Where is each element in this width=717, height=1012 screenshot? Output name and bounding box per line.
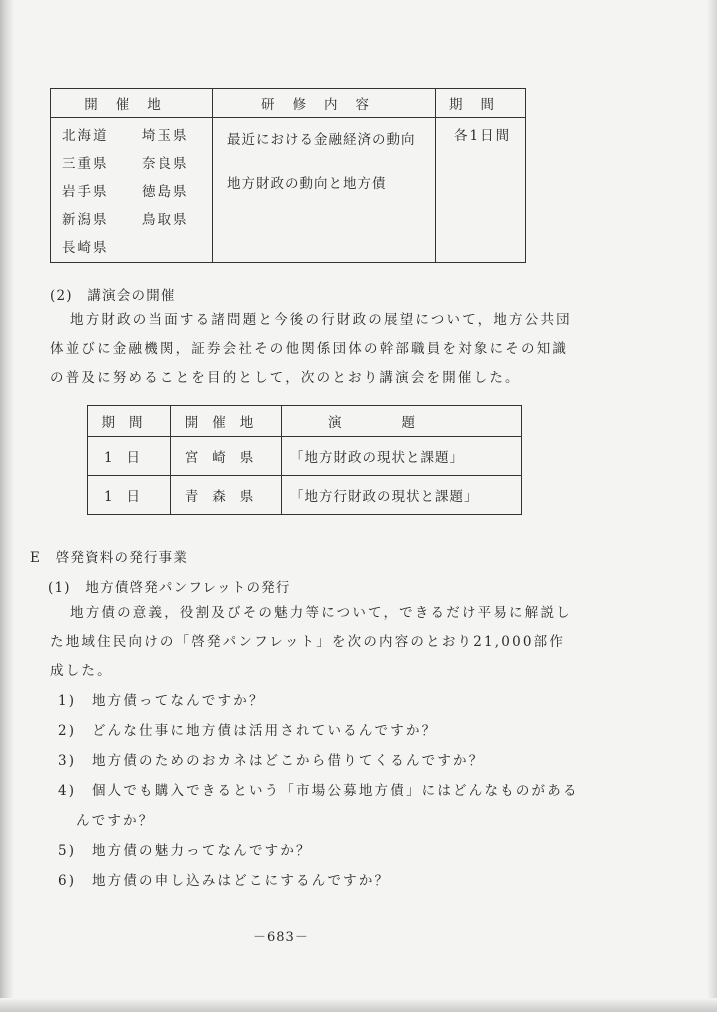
topic-cell: 「地方財政の現状と課題」 (282, 437, 522, 476)
prefecture (142, 234, 212, 262)
scan-edge-left (0, 0, 14, 1012)
period-cell: 1日 (88, 476, 171, 515)
list-item: んですか？ (76, 813, 155, 829)
list-item: 5) 地方債の魅力ってなんですか？ (58, 843, 312, 859)
prefecture: 徳島県 (142, 184, 189, 200)
column-header-venue: 開催地 (51, 89, 213, 118)
topic-cell: 「地方行財政の現状と課題」 (282, 476, 522, 515)
table-row (88, 476, 522, 515)
list-item: 3) 地方債のためのおカネはどこから借りてくるんですか？ (58, 753, 485, 769)
pamphlet-paragraph-cont (50, 628, 565, 686)
scan-edge-right (707, 0, 717, 1012)
list-item: 6) 地方債の申し込みはどこにするんですか？ (58, 873, 391, 889)
content-cell (213, 118, 436, 263)
column-header-period: 期間 (88, 406, 171, 437)
paragraph-line: の普及に努めることを目的として，次のとおり講演会を開催した。 (50, 370, 521, 386)
list-item: 4) 個人でも購入できるという「市場公募地方債」にはどんなものがある (58, 783, 579, 799)
table-row (88, 437, 522, 476)
scan-edge-bottom (0, 998, 717, 1012)
paragraph-line: 地方財政の当面する諸問題と今後の行財政の展望について，地方公共団 (70, 312, 572, 328)
prefecture: 奈良県 (142, 156, 189, 172)
paragraph-line: 成した。 (50, 663, 113, 679)
period-cell: 1日 (88, 437, 171, 476)
table-header-row (88, 406, 522, 437)
page-number: －683－ (253, 930, 309, 945)
pamphlet-contents-list (58, 686, 579, 896)
lecture-paragraph-cont (50, 335, 568, 393)
prefecture: 埼玉県 (142, 128, 189, 144)
column-header-topic: 演題 (282, 406, 522, 437)
pamphlet-paragraph (70, 599, 572, 628)
prefecture: 三重県 (62, 156, 109, 172)
paragraph-line: た地域住民向けの「啓発パンフレット」を次の内容のとおり21,000部作 (50, 634, 566, 650)
period-cell (436, 118, 526, 263)
lecture-paragraph (70, 306, 572, 335)
prefecture: 岩手県 (62, 184, 109, 200)
section-heading-e: E 啓発資料の発行事業 (30, 550, 189, 566)
column-header-venue: 開催地 (171, 406, 282, 437)
training-topic: 最近における金融経済の動向 (227, 132, 416, 148)
prefecture: 新潟県 (62, 212, 109, 228)
prefecture: 長崎県 (62, 240, 109, 256)
column-header-content: 研修内容 (213, 89, 436, 118)
venue-cell: 宮崎県 (171, 437, 282, 476)
paragraph-line: 地方債の意義，役割及びその魅力等について，できるだけ平易に解説し (70, 605, 572, 621)
lecture-table (87, 405, 522, 515)
table-row (51, 118, 526, 263)
sub-heading-pamphlet: (1) 地方債啓発パンフレットの発行 (48, 580, 291, 596)
venue-cell (51, 118, 213, 263)
training-table (50, 88, 526, 263)
list-item: 1) 地方債ってなんですか？ (58, 693, 265, 709)
period-value: 各1日間 (454, 128, 512, 144)
list-item: 2) どんな仕事に地方債は活用されているんですか？ (58, 723, 438, 739)
prefecture: 鳥取県 (142, 212, 189, 228)
table-header-row (51, 89, 526, 118)
venue-cell: 青森県 (171, 476, 282, 515)
column-header-period: 期間 (436, 89, 526, 118)
prefecture: 北海道 (62, 128, 109, 144)
section-heading-lecture: (2) 講演会の開催 (50, 288, 176, 304)
paragraph-line: 体並びに金融機関，証券会社その他関係団体の幹部職員を対象にその知識 (50, 341, 569, 357)
training-topic: 地方財政の動向と地方債 (227, 176, 387, 192)
